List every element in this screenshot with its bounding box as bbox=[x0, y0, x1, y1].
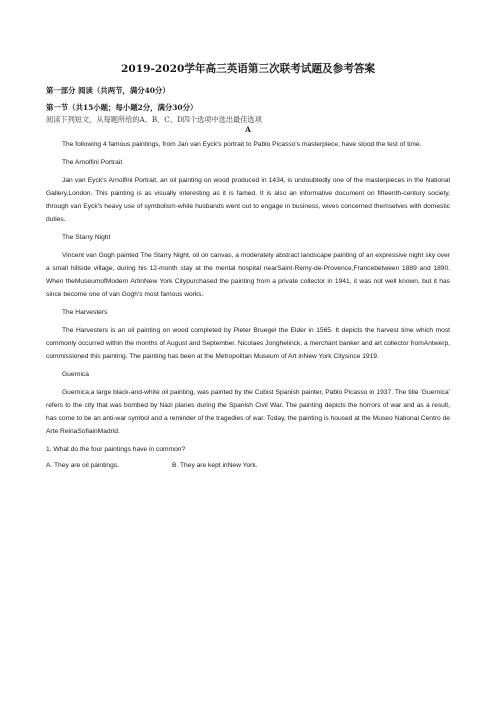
painting-paragraph: Vincent van Gogh painted The Starry Night, oil on canvas, a moderately abstract landscape painting of an expressive night sky over a small hillside village, during his 12-month stay at the mental hospital nearSaint-Remy-de-Provence,Francebetween 1889 and 1890. When theMuseumofModern ArtinNew York Citypurchased the painting from a private collector in 1941, it was not well known, but it has since become one of van Gogh's most famous works. bbox=[46, 252, 450, 298]
section-heading: 第一节（共15小题；每小题2分，满分30分） bbox=[46, 103, 198, 112]
painting-heading: The Harvesters bbox=[62, 309, 108, 316]
document-page bbox=[46, 62, 450, 471]
painting-heading: Guernica bbox=[62, 371, 89, 378]
painting-heading: The Starry Night bbox=[62, 234, 111, 241]
part-heading: 第一部分 阅读（共两节，满分40分） bbox=[46, 86, 170, 95]
painting-paragraph: Jan van Eyck's Arnolfini Portrait, an oil painting on wood produced in 1434, is undoubtedly one of the masterpieces in the National Gallery,London. This painting is as visually interesting as it is famed. It is also an informative document on fifteenth-century society, through van Eyck's heavy use of symbolism-while husbands went out to engage in business, wives concerned themselves with domestic duties. bbox=[46, 177, 450, 223]
passage-letter: A bbox=[245, 125, 251, 134]
question-1-options bbox=[46, 460, 450, 471]
painting-paragraph: Guernica,a large black-and-white oil painting, was painted by the Cubist Spanish painter, Pablo Picasso in 1937. The title 'Guernica' refers to the city that was bombed by Nazi planes during the Spanish Civil War. The painting depicts the horrors of war and as a result, has come to be an anti-war symbol and a reminder of the tragedies of war. Today, the painting is housed at the Museo National Centro de Arte ReinaSofiainMadrid. bbox=[46, 389, 450, 435]
painting-heading: The Arnolfini Portrait bbox=[62, 159, 123, 166]
option-a: A. They are oil paintings. bbox=[46, 462, 119, 469]
instruction-text: 阅读下列短文，从每题所给的A、B、C、D四个选项中选出最佳选项 bbox=[46, 115, 262, 124]
painting-paragraph: The Harvesters is an oil painting on wood completed by Pieter Bruegel the Elder in 1565. It depicts the harvest time which most commonly occurred within the months of August and September. Nicolaes Jonghelinck, a merchant banker and art collector fromAntwerp, commissioned this painting. The painting has been at the Metropolitan Museum of Art inNew York Citysince 1919. bbox=[46, 327, 450, 360]
document-title: 2019-2020学年高三英语第三次联考试题及参考答案 bbox=[120, 63, 376, 75]
option-b: B. They are kept inNew York. bbox=[172, 462, 258, 469]
intro-paragraph: The following 4 famous paintings, from Jan van Eyck's portrait to Pablo Picasso's masterpiece, have stood the test of time. bbox=[62, 141, 422, 148]
question-1: 1. What do the four paintings have in common? bbox=[46, 446, 186, 453]
